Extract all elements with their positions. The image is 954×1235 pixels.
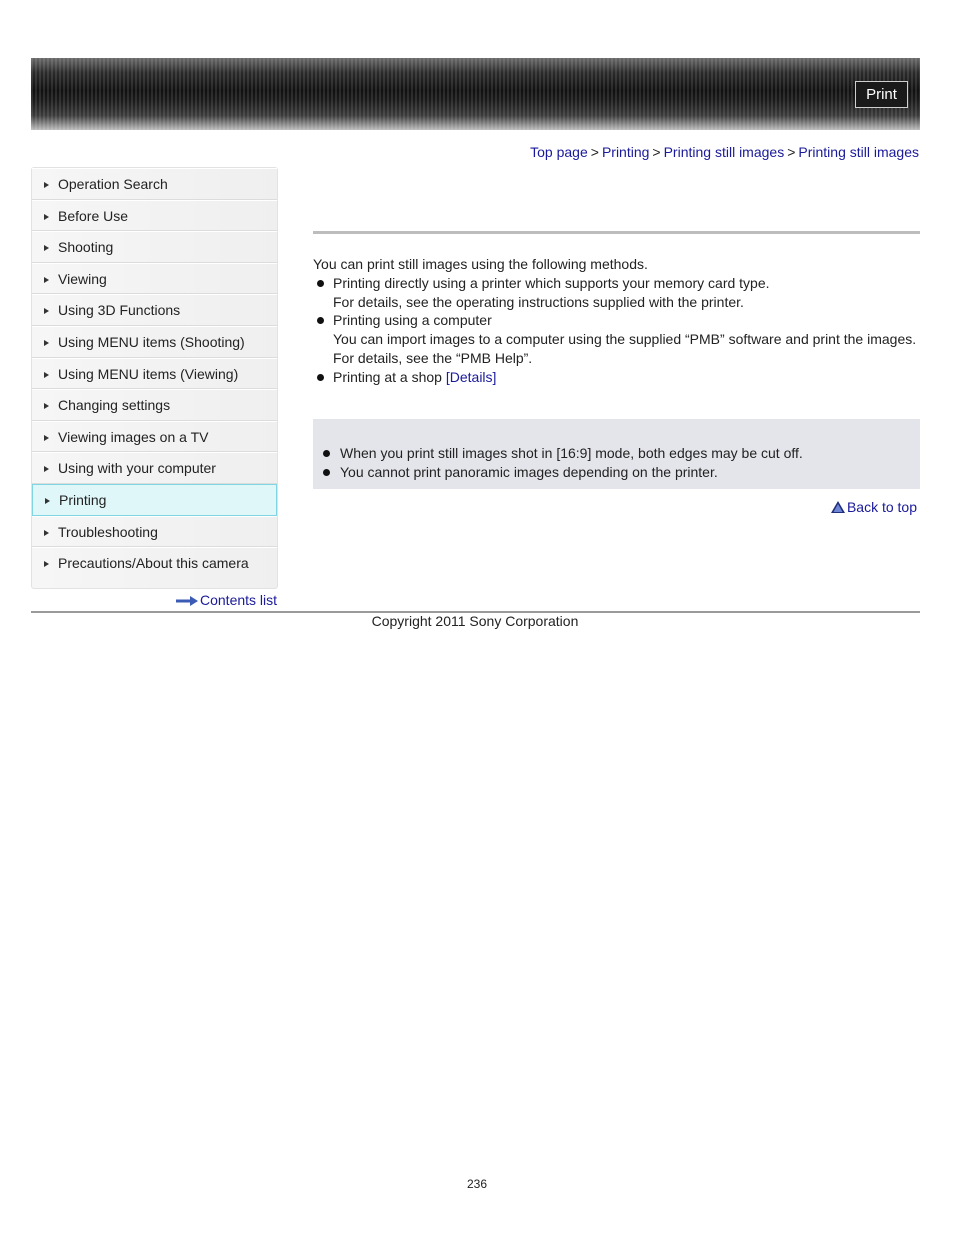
breadcrumb-printing[interactable]: Printing xyxy=(601,144,650,160)
breadcrumb-separator: > xyxy=(652,144,661,160)
triangle-right-icon xyxy=(44,435,49,441)
triangle-right-icon xyxy=(45,498,50,504)
triangle-right-icon xyxy=(44,403,49,409)
list-item xyxy=(313,368,920,387)
page-number: 236 xyxy=(466,1177,488,1191)
bullet-icon xyxy=(317,374,324,381)
contents-list-label: Contents list xyxy=(200,592,278,608)
sidebar-item-viewing[interactable] xyxy=(32,263,277,295)
sidebar-item-label: Using MENU items (Viewing) xyxy=(58,365,239,382)
triangle-right-icon xyxy=(44,340,49,346)
sidebar-item-label: Before Use xyxy=(58,207,129,224)
triangle-right-icon xyxy=(44,245,49,251)
sidebar-item-label: Troubleshooting xyxy=(58,523,158,540)
sidebar-item-computer[interactable] xyxy=(32,452,277,484)
breadcrumb-separator: > xyxy=(787,144,796,160)
breadcrumb-top-page[interactable]: Top page xyxy=(530,144,588,160)
bullet-icon xyxy=(317,317,324,324)
note-item xyxy=(321,463,920,482)
sidebar-item-label: Viewing xyxy=(58,270,107,287)
bullet-icon xyxy=(317,280,324,287)
print-button[interactable]: Print xyxy=(855,81,908,108)
triangle-right-icon xyxy=(44,308,49,314)
title-divider xyxy=(313,231,920,234)
details-link[interactable]: [Details] xyxy=(445,368,497,385)
list-item xyxy=(313,274,920,312)
triangle-right-icon xyxy=(44,530,49,536)
note-item xyxy=(321,444,920,463)
note-text: You cannot print panoramic images depending on the printer. xyxy=(340,463,718,480)
list-item xyxy=(313,311,920,367)
triangle-right-icon xyxy=(44,214,49,220)
sidebar-item-printing[interactable] xyxy=(32,484,277,516)
notes-box xyxy=(313,419,920,489)
sidebar-item-label: Viewing images on a TV xyxy=(58,428,209,445)
sidebar-item-label: Shooting xyxy=(58,239,114,256)
triangle-right-icon xyxy=(44,561,49,567)
sidebar-item-viewing-on-tv[interactable] xyxy=(32,421,277,453)
intro-text: You can print still images using the following methods. xyxy=(313,256,648,272)
copyright-text: Copyright 2011 Sony Corporation xyxy=(371,613,579,629)
method-title: Printing using a computer xyxy=(333,312,492,329)
sidebar-item-menu-shooting[interactable] xyxy=(32,326,277,358)
sidebar-item-label: Precautions/About this camera xyxy=(58,555,249,572)
sidebar-nav xyxy=(31,167,278,589)
triangle-right-icon xyxy=(44,466,49,472)
header-banner xyxy=(31,58,920,130)
breadcrumb-separator: > xyxy=(590,144,599,160)
triangle-up-icon xyxy=(831,501,845,513)
method-detail: For details, see the operating instructions supplied with the printer. xyxy=(333,293,744,310)
method-title: Printing at a shop xyxy=(333,368,442,385)
back-to-top-link[interactable] xyxy=(831,499,917,515)
method-detail: You can import images to a computer using the supplied “PMB” software and print the images. xyxy=(333,331,917,348)
sidebar-item-changing-settings[interactable] xyxy=(32,389,277,421)
sidebar-item-label: Using 3D Functions xyxy=(58,302,181,319)
bullet-icon xyxy=(323,469,330,476)
sidebar-item-label: Operation Search xyxy=(58,176,168,192)
sidebar-item-label: Printing xyxy=(59,491,107,508)
sidebar-item-label: Using MENU items (Shooting) xyxy=(58,333,245,350)
back-to-top-label: Back to top xyxy=(846,499,917,515)
notes-list xyxy=(321,444,920,481)
bullet-icon xyxy=(323,450,330,457)
breadcrumb-printing-still-images[interactable]: Printing still images xyxy=(663,144,785,160)
sidebar-item-precautions[interactable] xyxy=(32,547,277,579)
sidebar-item-troubleshooting[interactable] xyxy=(32,516,277,548)
arrow-right-icon xyxy=(176,596,198,606)
triangle-right-icon xyxy=(44,277,49,283)
triangle-right-icon xyxy=(44,182,49,188)
sidebar-item-label: Changing settings xyxy=(58,397,171,414)
method-list xyxy=(313,274,920,387)
method-detail: For details, see the “PMB Help”. xyxy=(333,349,533,366)
breadcrumb-current-page[interactable]: Printing still images xyxy=(798,144,919,160)
sidebar-item-operation-search[interactable] xyxy=(32,168,277,200)
sidebar-item-3d-functions[interactable] xyxy=(32,294,277,326)
note-text: When you print still images shot in [16:9] mode, both edges may be cut off. xyxy=(340,445,803,461)
sidebar-item-label: Using with your computer xyxy=(58,460,216,477)
triangle-right-icon xyxy=(44,372,49,378)
sidebar-item-before-use[interactable] xyxy=(32,200,277,232)
main-content xyxy=(313,255,920,387)
breadcrumb xyxy=(530,144,919,160)
sidebar-item-menu-viewing[interactable] xyxy=(32,358,277,390)
sidebar-item-shooting[interactable] xyxy=(32,231,277,263)
method-title: Printing directly using a printer which supports your memory card type. xyxy=(333,274,770,291)
contents-list-link[interactable] xyxy=(176,592,277,608)
